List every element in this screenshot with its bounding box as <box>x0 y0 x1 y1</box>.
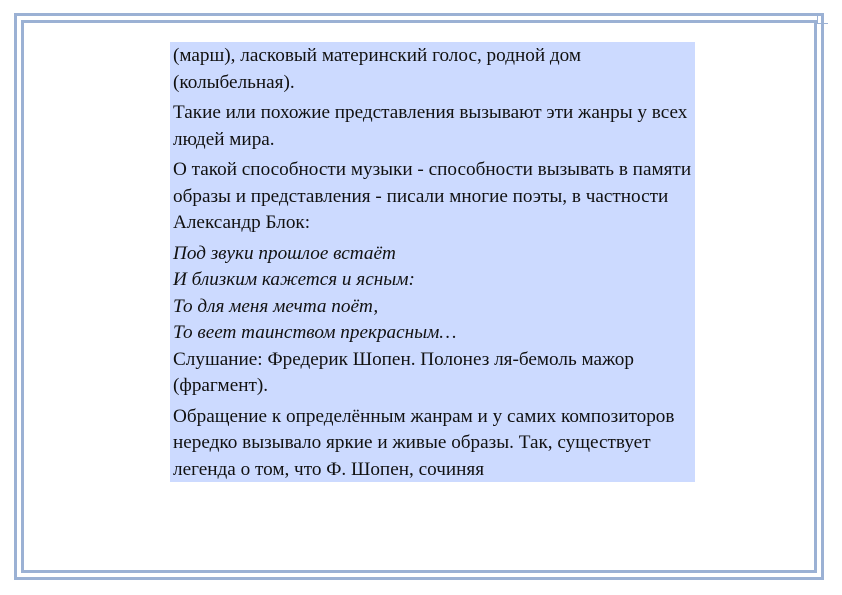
text-block <box>170 42 695 482</box>
listening-note: Слушание: Фредерик Шопен. Полонез ля-бемоль мажор (фрагмент). <box>173 348 634 396</box>
poem-line-1: Под звуки прошлое встаёт <box>173 242 396 264</box>
poem-line-3: То для меня мечта поёт, <box>173 295 379 317</box>
poem-quote <box>173 241 692 347</box>
poem-line-2: И близким кажется и ясным: <box>173 269 415 290</box>
paragraph-blok-intro: О такой способности музыки - способности вызывать в памяти образы и представления - писали многие поэты, в частности Александр Блок: <box>173 159 692 233</box>
paragraph-genres: Такие или похожие представления вызывают эти жанры у всех людей мира. <box>173 102 688 150</box>
poem-line-4: То веет таинством прекрасным… <box>173 322 457 343</box>
paragraph-march-lullaby: (марш), ласковый материнский голос, родной дом (колыбельная). <box>173 45 582 93</box>
border-corner-ornament <box>817 13 828 24</box>
paragraph-chopin-legend: Обращение к определённым жанрам и у самих композиторов нередко вызывало яркие и живые образы. Так, существует легенда о том, что Ф. Шопен, сочиняя <box>173 405 675 480</box>
